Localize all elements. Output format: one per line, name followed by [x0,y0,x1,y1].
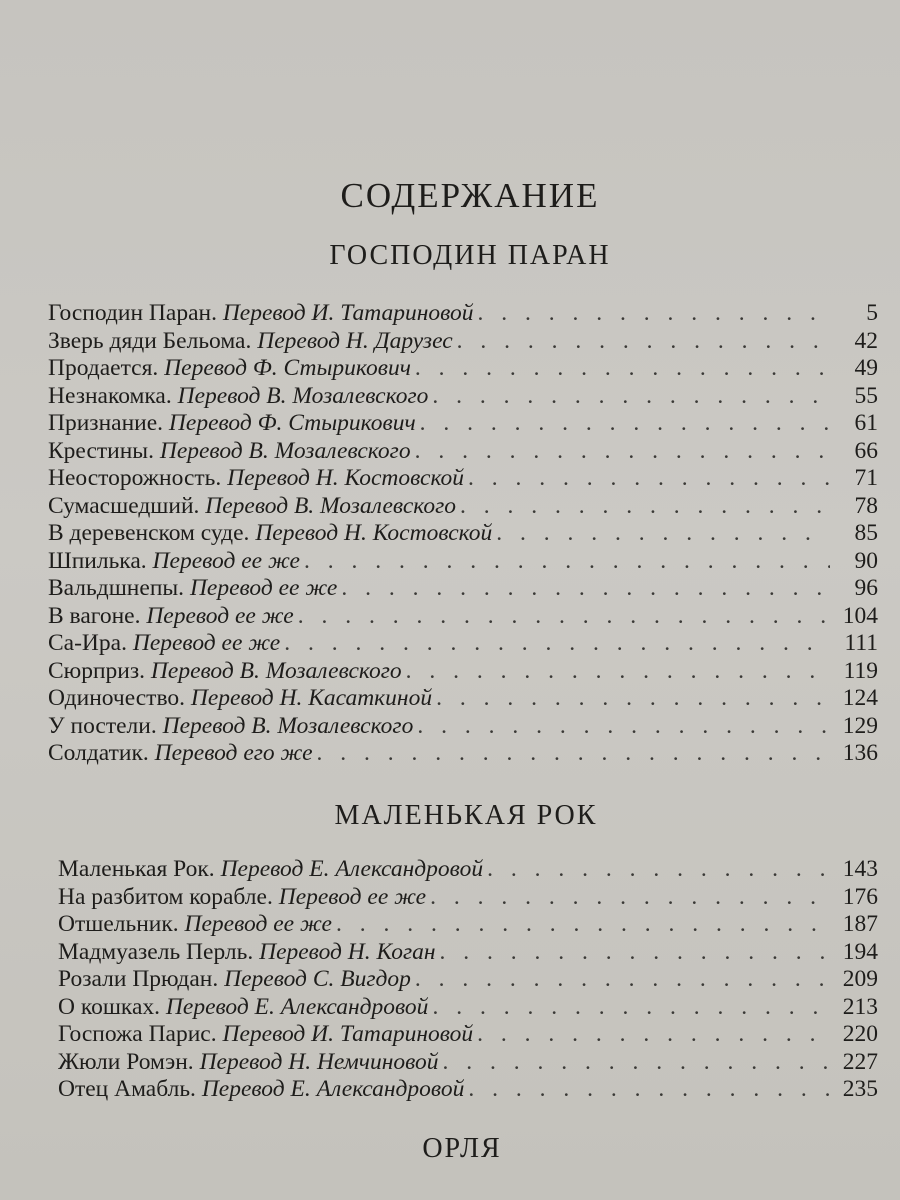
dot-leader [496,520,830,547]
page-number: 129 [842,712,878,739]
translator-credit: Перевод ее же [278,883,427,910]
page-number: 78 [854,492,878,519]
translator-credit: Перевод Н. Костовской [227,465,465,491]
page-number: 213 [842,993,878,1020]
toc-entry-text [48,685,432,712]
page-number: 85 [854,520,878,546]
dot-leader [415,438,830,465]
toc-entry [48,713,878,742]
page-number: 176 [842,883,878,910]
toc-entry [48,548,878,577]
toc-entry-text [48,740,313,767]
toc-entry-text [48,713,413,740]
translator-credit: Перевод ее же [152,547,300,574]
toc-entry [48,383,878,412]
dot-leader [468,465,830,492]
translator-credit: Перевод Е. Александровой [165,993,429,1020]
translator-credit: Перевод В. Мозалевского [177,382,429,409]
toc-entry-text [48,300,474,327]
dot-leader [457,328,830,355]
page-number: 235 [842,1076,878,1102]
dot-leader [478,300,830,327]
toc-entry [48,410,878,439]
translator-credit: Перевод Е. Александровой [220,856,484,882]
story-title: Одиночество. [48,685,186,711]
translator-credit: Перевод его же [154,740,313,766]
story-title: Жюли Ромэн. [58,1048,194,1075]
page-number: 90 [854,547,878,574]
story-title: Незнакомка. [48,382,172,409]
toc-entry-text [58,966,411,993]
story-title: Отец Амабль. [58,1076,196,1102]
page-number: 209 [842,966,878,992]
toc-entry-text [58,1076,464,1103]
toc-entry [48,493,878,522]
toc-entry [48,328,878,357]
toc-entry [58,911,878,940]
dot-leader [415,355,830,382]
story-title: Са-Ира. [48,630,127,656]
translator-credit: Перевод Ф. Стырикович [168,410,416,436]
translator-credit: Перевод Н. Касаткиной [190,685,433,711]
translator-credit: Перевод С. Вигдор [224,966,411,992]
story-title: Розали Прюдан. [58,966,219,992]
toc-entry [48,300,878,329]
toc-entry [48,520,878,549]
page-number: 55 [854,382,878,409]
page-number: 96 [854,575,878,601]
story-title: Зверь дяди Бельома. [48,327,252,354]
toc-entry [58,884,878,913]
toc-entry-text [58,856,483,883]
toc-entry [48,685,878,714]
toc-entry-text [48,493,456,520]
dot-leader [468,1076,830,1103]
translator-credit: Перевод В. Мозалевского [162,712,414,739]
story-title: Маленькая Рок. [58,856,215,882]
toc-entry-text [58,884,426,911]
toc-entry-text [58,1021,473,1048]
toc-entry-text [48,328,453,355]
toc-entry-text [58,994,428,1021]
story-title: На разбитом корабле. [58,883,273,910]
toc-entry-text [48,465,464,492]
dot-leader [304,548,830,575]
toc-entry [48,355,878,384]
section-title: ГОСПОДИН ПАРАН [329,240,611,271]
toc-entry [58,1021,878,1050]
page-number: 61 [854,410,878,436]
translator-credit: Перевод В. Мозалевского [205,492,457,519]
translator-credit: Перевод Е. Александровой [201,1076,465,1102]
page-number: 143 [842,856,878,882]
dot-leader [432,383,830,410]
translator-credit: Перевод ее же [184,911,332,937]
dot-leader [477,1021,830,1048]
page-number: 136 [842,740,878,766]
dot-leader [336,911,830,938]
toc-entry [48,438,878,467]
section-title: МАЛЕНЬКАЯ РОК [334,800,598,831]
toc-entry [58,939,878,968]
page-number: 66 [854,437,878,464]
toc-entry [58,1049,878,1078]
toc-entry-text [48,603,294,630]
toc-entry-text [48,438,411,465]
page-number: 49 [854,355,878,381]
toc-entry-text [48,520,492,547]
dot-leader [420,410,830,437]
toc-entry-text [48,575,337,602]
dot-leader [298,603,830,630]
dot-leader [417,713,830,740]
page-number: 111 [844,630,878,656]
story-title: Сумасшедший. [48,492,200,519]
dot-leader [487,856,830,883]
translator-credit: Перевод В. Мозалевского [150,657,402,684]
story-title: Солдатик. [48,740,149,766]
translator-credit: Перевод И. Татариновой [222,1021,474,1047]
toc-entry [48,630,878,659]
translator-credit: Перевод Н. Костовской [255,520,493,546]
translator-credit: Перевод В. Мозалевского [159,437,411,464]
toc-entry-text [48,548,300,575]
story-title: В деревенском суде. [48,520,250,546]
translator-credit: Перевод Н. Немчиновой [199,1048,439,1075]
page-number: 104 [842,602,878,629]
story-title: Госпожа Парис. [58,1021,217,1047]
toc-entry-text [48,658,402,685]
dot-leader [443,1049,830,1076]
dot-leader [341,575,830,602]
dot-leader [284,630,830,657]
story-title: Сюрприз. [48,657,146,684]
dot-leader [432,994,830,1021]
toc-entry [58,1076,878,1105]
story-title: Господин Паран. [48,300,217,326]
toc-entry [48,465,878,494]
toc-entry [58,856,878,885]
page-number: 187 [842,911,878,937]
page-number: 124 [842,685,878,711]
dot-leader [440,939,830,966]
dot-leader [436,685,830,712]
story-title: Неосторожность. [48,465,222,491]
story-title: Шпилька. [48,547,147,574]
page-number: 220 [842,1021,878,1047]
toc-entry-text [58,939,436,966]
toc-entry-text [58,911,332,938]
toc-entry [48,740,878,769]
toc-entry [58,966,878,995]
story-title: У постели. [48,712,157,739]
page-number: 194 [842,938,878,965]
story-title: В вагоне. [48,602,141,629]
toc-entry-text [48,383,428,410]
page-number: 71 [854,465,878,491]
translator-credit: Перевод ее же [132,630,281,656]
dot-leader [415,966,830,993]
translator-credit: Перевод Н. Коган [259,938,436,965]
story-title: Продается. [48,355,159,381]
dot-leader [460,493,830,520]
toc-entry-text [48,410,416,437]
translator-credit: Перевод Ф. Стырикович [164,355,411,381]
story-title: Мадмуазель Перль. [58,938,254,965]
toc-entry-text [58,1049,439,1076]
story-title: Отшельник. [58,911,179,937]
story-title: Признание. [48,410,164,436]
dot-leader [317,740,830,767]
toc-entry [48,603,878,632]
translator-credit: Перевод И. Татариновой [222,300,474,326]
translator-credit: Перевод ее же [189,575,338,601]
toc-entry [48,658,878,687]
toc-entry-text [48,630,280,657]
page-number: 119 [843,657,878,684]
translator-credit: Перевод Н. Дарузес [257,327,453,354]
story-title: Крестины. [48,437,154,464]
toc-entry-text [48,355,411,382]
toc-entry [58,994,878,1023]
dot-leader [406,658,830,685]
page-number: 42 [854,327,878,354]
page-number: 5 [866,300,878,326]
page-number: 227 [842,1048,878,1075]
story-title: О кошках. [58,993,161,1020]
page-title: СОДЕРЖАНИЕ [340,176,600,215]
toc-entry [48,575,878,604]
section-title: ОРЛЯ [422,1133,502,1164]
translator-credit: Перевод ее же [146,602,294,629]
dot-leader [430,884,830,911]
story-title: Вальдшнепы. [48,575,185,601]
